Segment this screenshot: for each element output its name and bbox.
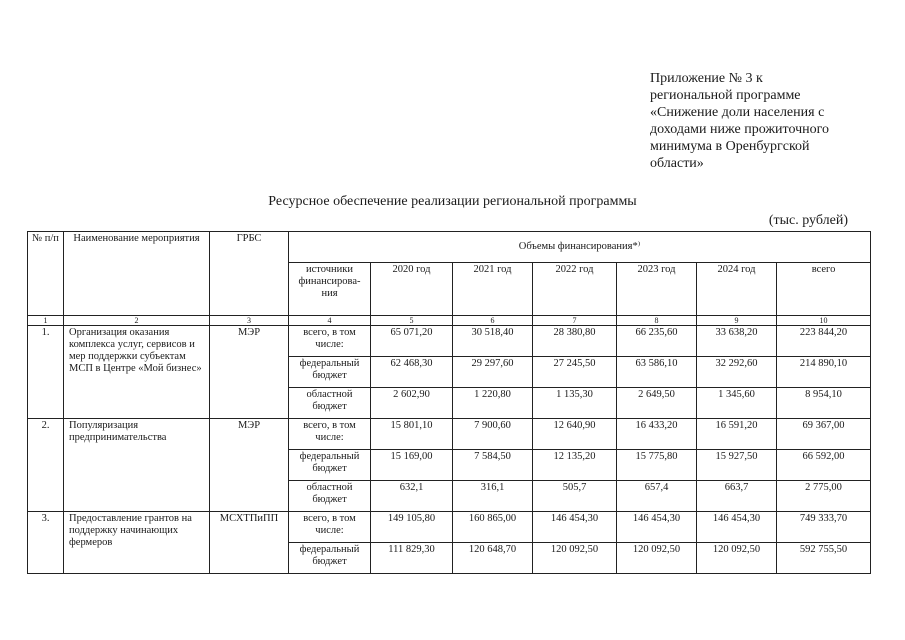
appendix-block	[650, 70, 890, 172]
grbs-cell: МЭР	[210, 326, 289, 419]
row-number: 1.	[28, 326, 64, 419]
year-value: 32 292,60	[697, 357, 777, 388]
column-number: 5	[371, 316, 453, 326]
year-value: 149 105,80	[371, 512, 453, 543]
total-value: 223 844,20	[777, 326, 871, 357]
activity-name: Предоставление грантов на поддержку начинающих фермеров	[64, 512, 210, 574]
year-value: 160 865,00	[453, 512, 533, 543]
year-value: 12 640,90	[533, 419, 617, 450]
year-value: 632,1	[371, 481, 453, 512]
resource-table	[27, 231, 871, 574]
column-number: 10	[777, 316, 871, 326]
year-value: 66 235,60	[617, 326, 697, 357]
column-number: 2	[64, 316, 210, 326]
funding-source: всего, в том числе:	[289, 512, 371, 543]
appendix-line: региональной программе	[650, 88, 801, 103]
year-value: 111 829,30	[371, 543, 453, 574]
year-value: 28 380,80	[533, 326, 617, 357]
total-value: 592 755,50	[777, 543, 871, 574]
year-value: 16 433,20	[617, 419, 697, 450]
year-value: 146 454,30	[617, 512, 697, 543]
year-value: 7 900,60	[453, 419, 533, 450]
header-name: Наименование мероприятия	[64, 232, 210, 316]
row-number: 3.	[28, 512, 64, 574]
column-number: 4	[289, 316, 371, 326]
year-value: 146 454,30	[533, 512, 617, 543]
year-value: 2 602,90	[371, 388, 453, 419]
column-number: 3	[210, 316, 289, 326]
total-value: 8 954,10	[777, 388, 871, 419]
year-value: 29 297,60	[453, 357, 533, 388]
table-row	[28, 419, 871, 450]
document-title: Ресурсное обеспечение реализации региональной программы	[268, 194, 637, 209]
appendix-line: Приложение № 3 к	[650, 71, 763, 86]
year-value: 663,7	[697, 481, 777, 512]
header-volumes: Объемы финансирования*⁾	[289, 232, 871, 263]
appendix-line: области»	[650, 156, 704, 171]
year-value: 16 591,20	[697, 419, 777, 450]
year-value: 63 586,10	[617, 357, 697, 388]
year-value: 1 345,60	[697, 388, 777, 419]
row-number: 2.	[28, 419, 64, 512]
year-value: 15 801,10	[371, 419, 453, 450]
header-total: всего	[777, 263, 871, 316]
header-year: 2022 год	[533, 263, 617, 316]
header-num: № п/п	[28, 232, 64, 316]
funding-source: федеральный бюджет	[289, 450, 371, 481]
funding-source: областной бюджет	[289, 481, 371, 512]
total-value: 749 333,70	[777, 512, 871, 543]
column-number: 7	[533, 316, 617, 326]
header-year: 2024 год	[697, 263, 777, 316]
funding-source: всего, в том числе:	[289, 326, 371, 357]
funding-source: федеральный бюджет	[289, 357, 371, 388]
activity-name: Популяризация предпринимательства	[64, 419, 210, 512]
funding-source: федеральный бюджет	[289, 543, 371, 574]
funding-source: всего, в том числе:	[289, 419, 371, 450]
year-value: 7 584,50	[453, 450, 533, 481]
header-sources: источники финансирова-ния	[289, 263, 371, 316]
header-year: 2023 год	[617, 263, 697, 316]
year-value: 1 220,80	[453, 388, 533, 419]
year-value: 146 454,30	[697, 512, 777, 543]
year-value: 15 927,50	[697, 450, 777, 481]
year-value: 120 092,50	[617, 543, 697, 574]
activity-name: Организация оказания комплекса услуг, сервисов и мер поддержки субъектам МСП в Центре «Мой бизнес»	[64, 326, 210, 419]
year-value: 120 092,50	[533, 543, 617, 574]
total-value: 214 890,10	[777, 357, 871, 388]
year-value: 15 775,80	[617, 450, 697, 481]
table-row	[28, 512, 871, 543]
year-value: 15 169,00	[371, 450, 453, 481]
year-value: 120 092,50	[697, 543, 777, 574]
year-value: 2 649,50	[617, 388, 697, 419]
year-value: 1 135,30	[533, 388, 617, 419]
units-label: (тыс. рублей)	[768, 213, 848, 228]
table-row	[28, 326, 871, 357]
total-value: 2 775,00	[777, 481, 871, 512]
year-value: 12 135,20	[533, 450, 617, 481]
grbs-cell: МЭР	[210, 419, 289, 512]
total-value: 66 592,00	[777, 450, 871, 481]
year-value: 27 245,50	[533, 357, 617, 388]
year-value: 30 518,40	[453, 326, 533, 357]
year-value: 657,4	[617, 481, 697, 512]
column-number: 1	[28, 316, 64, 326]
year-value: 33 638,20	[697, 326, 777, 357]
year-value: 316,1	[453, 481, 533, 512]
year-value: 62 468,30	[371, 357, 453, 388]
year-value: 65 071,20	[371, 326, 453, 357]
funding-source: областной бюджет	[289, 388, 371, 419]
appendix-line: «Снижение доли населения с	[650, 105, 825, 120]
appendix-line: доходами ниже прожиточного	[650, 122, 830, 137]
year-value: 120 648,70	[453, 543, 533, 574]
header-grbs: ГРБС	[210, 232, 289, 316]
header-year: 2021 год	[453, 263, 533, 316]
column-number: 8	[617, 316, 697, 326]
column-number: 9	[697, 316, 777, 326]
header-year: 2020 год	[371, 263, 453, 316]
column-number: 6	[453, 316, 533, 326]
grbs-cell: МСХТПиПП	[210, 512, 289, 574]
year-value: 505,7	[533, 481, 617, 512]
appendix-line: минимума в Оренбургской	[650, 139, 810, 154]
total-value: 69 367,00	[777, 419, 871, 450]
